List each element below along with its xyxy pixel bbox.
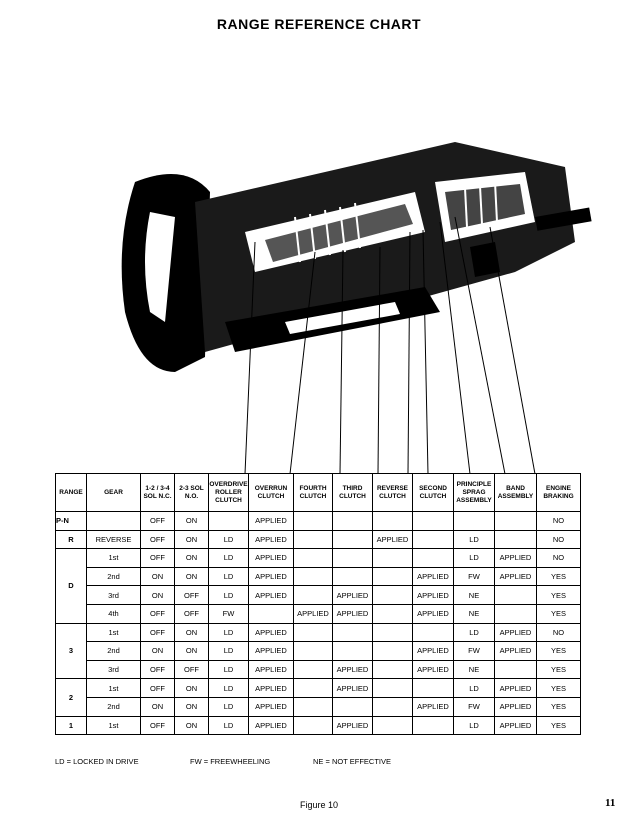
header-third-clutch: THIRD CLUTCH — [333, 474, 373, 512]
header-gear: GEAR — [87, 474, 141, 512]
table-cell — [413, 679, 454, 698]
table-cell — [333, 549, 373, 568]
table-cell — [249, 604, 294, 623]
figure-caption: Figure 10 — [300, 800, 339, 810]
range-label: 1 — [56, 716, 87, 735]
table-cell: APPLIED — [249, 642, 294, 661]
table-cell — [413, 623, 454, 642]
range-label: D — [56, 549, 87, 623]
table-cell: NE — [454, 586, 495, 605]
table-cell: ON — [175, 623, 209, 642]
range-label: 3 — [56, 623, 87, 679]
table-row — [56, 660, 581, 679]
table-cell: APPLIED — [413, 604, 454, 623]
page-number: 11 — [605, 797, 616, 809]
table-cell: YES — [537, 660, 581, 679]
table-cell: APPLIED — [249, 697, 294, 716]
table-cell: ON — [141, 642, 175, 661]
header-principle-sprag: PRINCIPLE SPRAG ASSEMBLY — [454, 474, 495, 512]
table-cell: APPLIED — [249, 567, 294, 586]
legend-ld: LD = LOCKED IN DRIVE — [55, 757, 139, 766]
range-reference-table — [55, 473, 581, 735]
table-row — [56, 623, 581, 642]
table-cell: OFF — [141, 623, 175, 642]
header-overrun-clutch: OVERRUN CLUTCH — [249, 474, 294, 512]
table-cell: APPLIED — [413, 567, 454, 586]
table-cell — [373, 512, 413, 531]
table-cell: LD — [454, 623, 495, 642]
table-body — [56, 512, 581, 735]
table-cell: OFF — [141, 716, 175, 735]
table-cell: LD — [209, 716, 249, 735]
table-cell: LD — [454, 549, 495, 568]
table-cell: FW — [454, 642, 495, 661]
gear-cell: 2nd — [87, 567, 141, 586]
gear-cell: 2nd — [87, 697, 141, 716]
table-cell — [333, 697, 373, 716]
table-cell: APPLIED — [333, 586, 373, 605]
table-cell — [495, 512, 537, 531]
table-cell — [373, 623, 413, 642]
header-range: RANGE — [56, 474, 87, 512]
table-cell — [294, 642, 333, 661]
table-cell: APPLIED — [413, 660, 454, 679]
table-cell: ON — [141, 697, 175, 716]
table-cell: APPLIED — [294, 604, 333, 623]
table-cell — [294, 530, 333, 549]
table-cell: LD — [209, 697, 249, 716]
table-cell: YES — [537, 716, 581, 735]
table-cell: NO — [537, 530, 581, 549]
table-cell: LD — [454, 530, 495, 549]
table-cell — [294, 586, 333, 605]
table-cell: OFF — [141, 604, 175, 623]
table-cell — [294, 512, 333, 531]
table-cell — [413, 716, 454, 735]
table-cell: YES — [537, 697, 581, 716]
table-row — [56, 679, 581, 698]
table-cell: ON — [175, 697, 209, 716]
table-cell: LD — [454, 716, 495, 735]
table-cell: OFF — [175, 660, 209, 679]
table-row — [56, 567, 581, 586]
range-label: 2 — [56, 679, 87, 716]
table-cell — [333, 512, 373, 531]
gear-cell: 1st — [87, 549, 141, 568]
table-row — [56, 604, 581, 623]
table-cell: APPLIED — [413, 586, 454, 605]
table-row — [56, 512, 581, 531]
table-row — [56, 697, 581, 716]
table-cell: APPLIED — [413, 642, 454, 661]
table-cell: LD — [454, 679, 495, 698]
table-cell: OFF — [141, 512, 175, 531]
table-cell: LD — [209, 623, 249, 642]
table-cell: APPLIED — [249, 512, 294, 531]
table-cell: YES — [537, 679, 581, 698]
gear-cell: 2nd — [87, 642, 141, 661]
table-cell: APPLIED — [495, 549, 537, 568]
table-cell — [373, 679, 413, 698]
table-cell — [294, 716, 333, 735]
table-cell: APPLIED — [373, 530, 413, 549]
table-cell: APPLIED — [495, 697, 537, 716]
header-sol-23: 2-3 SOL N.O. — [175, 474, 209, 512]
table-cell: APPLIED — [495, 679, 537, 698]
table-cell: APPLIED — [249, 660, 294, 679]
page-title: RANGE REFERENCE CHART — [216, 16, 422, 32]
table-cell: APPLIED — [413, 697, 454, 716]
header-engine-braking: ENGINE BRAKING — [537, 474, 581, 512]
table-cell — [373, 660, 413, 679]
table-cell — [373, 586, 413, 605]
table-cell — [413, 549, 454, 568]
table-cell: ON — [141, 567, 175, 586]
range-label: P-N — [56, 512, 87, 531]
table-cell: ON — [175, 567, 209, 586]
table-cell — [373, 604, 413, 623]
gear-cell: 1st — [87, 623, 141, 642]
table-cell: APPLIED — [249, 530, 294, 549]
table-cell: APPLIED — [333, 679, 373, 698]
table-cell: ON — [141, 586, 175, 605]
gear-cell: 3rd — [87, 660, 141, 679]
table-cell: OFF — [175, 604, 209, 623]
table-cell: NO — [537, 623, 581, 642]
table-cell: APPLIED — [333, 660, 373, 679]
range-label: R — [56, 530, 87, 549]
table-cell: LD — [209, 549, 249, 568]
table-cell: OFF — [141, 660, 175, 679]
table-cell: APPLIED — [249, 679, 294, 698]
table-cell — [373, 567, 413, 586]
table-cell: LD — [209, 660, 249, 679]
table-cell — [333, 567, 373, 586]
table-cell — [294, 679, 333, 698]
table-cell: LD — [209, 567, 249, 586]
gear-cell: 1st — [87, 679, 141, 698]
table-cell: ON — [175, 679, 209, 698]
table-cell: NE — [454, 660, 495, 679]
table-cell: NO — [537, 549, 581, 568]
table-cell — [495, 660, 537, 679]
header-reverse-clutch: REVERSE CLUTCH — [373, 474, 413, 512]
table-cell: APPLIED — [249, 549, 294, 568]
table-row — [56, 549, 581, 568]
table-cell: APPLIED — [495, 623, 537, 642]
table-cell: OFF — [141, 549, 175, 568]
gear-cell: 1st — [87, 716, 141, 735]
table-row — [56, 642, 581, 661]
table-cell: OFF — [141, 530, 175, 549]
table-row — [56, 586, 581, 605]
table-cell — [294, 623, 333, 642]
table-cell — [294, 660, 333, 679]
table-cell: NO — [537, 512, 581, 531]
table-cell: YES — [537, 604, 581, 623]
table-cell: LD — [209, 679, 249, 698]
table-cell — [495, 604, 537, 623]
table-cell — [413, 530, 454, 549]
header-fourth-clutch: FOURTH CLUTCH — [294, 474, 333, 512]
table-cell: YES — [537, 642, 581, 661]
table-cell: APPLIED — [495, 567, 537, 586]
table-row — [56, 716, 581, 735]
transmission-cutaway-illustration — [95, 122, 595, 482]
table-cell: NE — [454, 604, 495, 623]
table-cell: APPLIED — [333, 716, 373, 735]
legend-fw: FW = FREEWHEELING — [190, 757, 271, 766]
table-cell — [373, 549, 413, 568]
table-cell — [333, 642, 373, 661]
gear-cell: 4th — [87, 604, 141, 623]
table-cell — [373, 697, 413, 716]
header-second-clutch: SECOND CLUTCH — [413, 474, 454, 512]
table-cell: APPLIED — [333, 604, 373, 623]
table-cell: LD — [209, 530, 249, 549]
table-cell — [294, 697, 333, 716]
table-cell: FW — [209, 604, 249, 623]
gear-cell: REVERSE — [87, 530, 141, 549]
table-cell: OFF — [175, 586, 209, 605]
header-sol-12-34: 1-2 / 3-4 SOL N.C. — [141, 474, 175, 512]
table-cell — [209, 512, 249, 531]
table-cell: LD — [209, 642, 249, 661]
table-cell — [413, 512, 454, 531]
gear-cell: 3rd — [87, 586, 141, 605]
table-cell: ON — [175, 512, 209, 531]
table-cell — [495, 530, 537, 549]
table-cell: APPLIED — [495, 716, 537, 735]
table-cell: OFF — [141, 679, 175, 698]
table-cell: FW — [454, 697, 495, 716]
table-cell: FW — [454, 567, 495, 586]
table-cell — [294, 549, 333, 568]
table-cell: APPLIED — [495, 642, 537, 661]
table-cell: ON — [175, 716, 209, 735]
table-cell — [454, 512, 495, 531]
legend-ne: NE = NOT EFFECTIVE — [313, 757, 391, 766]
header-row — [56, 474, 581, 512]
table-cell: APPLIED — [249, 586, 294, 605]
table-cell: APPLIED — [249, 716, 294, 735]
table-cell — [373, 716, 413, 735]
table-cell: YES — [537, 567, 581, 586]
table-cell: APPLIED — [249, 623, 294, 642]
header-band-assembly: BAND ASSEMBLY — [495, 474, 537, 512]
table-cell — [333, 623, 373, 642]
table-cell: ON — [175, 549, 209, 568]
gear-cell — [87, 512, 141, 531]
table-cell: ON — [175, 642, 209, 661]
table-cell — [373, 642, 413, 661]
table-cell: LD — [209, 586, 249, 605]
table-cell — [333, 530, 373, 549]
table-cell: YES — [537, 586, 581, 605]
table-row — [56, 530, 581, 549]
header-overdrive-roller-clutch: OVERDRIVE ROLLER CLUTCH — [209, 474, 249, 512]
table-cell: ON — [175, 530, 209, 549]
table-cell — [294, 567, 333, 586]
table-cell — [495, 586, 537, 605]
